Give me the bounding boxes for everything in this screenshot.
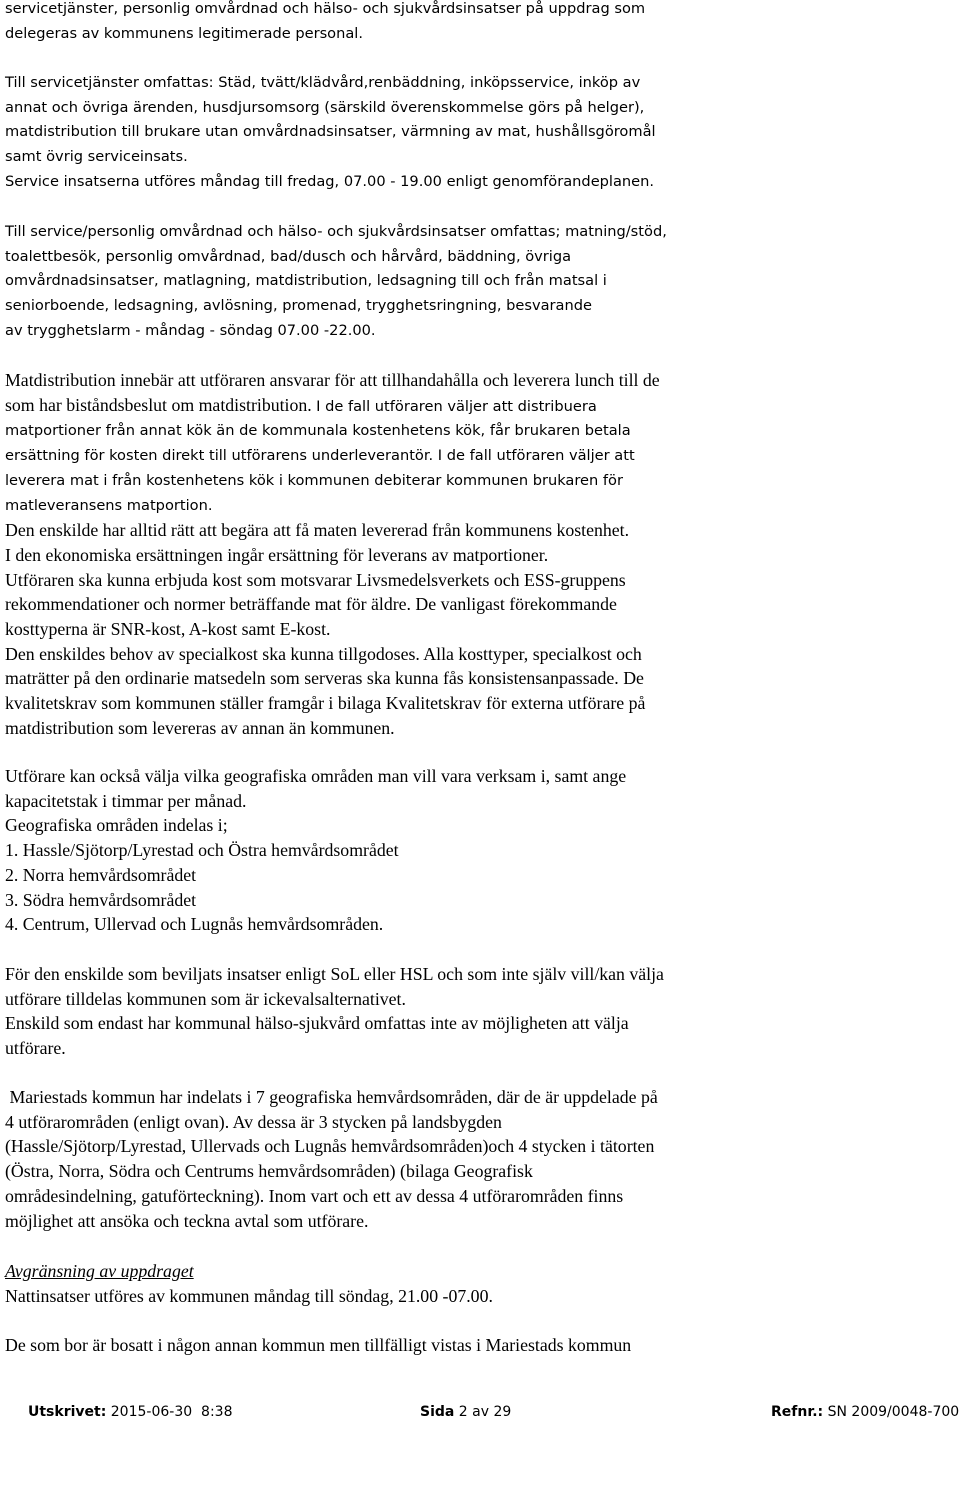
text-line: Service insatserna utföres måndag till fredag, 07.00 - 19.00 enligt genomförandeplanen. — [5, 172, 655, 190]
text-line: möjlighet att ansöka och teckna avtal som utförare. — [5, 1210, 369, 1231]
text-line: leverera mat i från kostenhetens kök i kommunen debiterar kommunen brukaren för — [5, 471, 623, 489]
text-line: matdistribution som levereras av annan än kommunen. — [5, 717, 395, 738]
text-line: kapacitetstak i timmar per månad. — [5, 790, 247, 811]
text-segment: I de fall utföraren väljer att — [437, 447, 635, 465]
text-line: Till servicetjänster omfattas: Städ, tvätt/klädvård,renbäddning, inköpsservice, inköp av — [5, 74, 641, 91]
footer-ref-label: Refnr.: — [771, 1404, 824, 1420]
text-line: kvalitetskrav som kommunen ställer framgår i bilaga Kvalitetskrav för externa utförare på — [5, 693, 646, 714]
text-line: Enskild som endast har kommunal hälso-sjukvård omfattas inte av möjligheten att välja — [5, 1013, 629, 1034]
footer-page-value: 2 av 29 — [454, 1404, 512, 1420]
text-line: av trygghetslarm - måndag - söndag 07.00 -22.00. — [5, 321, 376, 339]
footer-reference — [771, 1404, 959, 1421]
text-line: (Hassle/Sjötorp/Lyrestad, Ullervads och Lugnås hemvårdsområden)och 4 stycken i tätorten — [5, 1136, 655, 1157]
footer-printed-value: 2015-06-30 8:38 — [106, 1404, 233, 1420]
paragraph-hemvardsomraden — [5, 1085, 955, 1233]
text-line: kosttyperna är SNR-kost, A-kost samt E-kost. — [5, 619, 331, 640]
paragraph-servicetjanster — [5, 71, 955, 195]
text-line: Utförare kan också välja vilka geografiska områden man vill vara verksam i, samt ange — [5, 766, 627, 786]
paragraph-geografiska-omraden — [5, 764, 955, 937]
footer-ref-value: SN 2009/0048-700 — [823, 1404, 960, 1420]
text-line: utförare tilldelas kommunen som är ickevalsalternativet. — [5, 988, 406, 1009]
text-line: De som bor är bosatt i någon annan kommun men tillfälligt vistas i Mariestads kommun — [5, 1335, 632, 1355]
text-line: servicetjänster, personlig omvårdnad och hälso- och sjukvårdsinsatser på uppdrag som — [5, 0, 646, 17]
text-line — [5, 393, 955, 420]
text-line: (Östra, Norra, Södra och Centrums hemvårdsområden) (bilaga Geografisk — [5, 1161, 533, 1182]
list-item: 1. Hassle/Sjötorp/Lyrestad och Östra hemvårdsområdet — [5, 840, 399, 861]
text-line: 4 utförarområden (enligt ovan). Av dessa är 3 stycken på landsbygden — [5, 1111, 502, 1132]
text-line: delegeras av kommunens legitimerade personal. — [5, 24, 363, 42]
text-line: Utföraren ska kunna erbjuda kost som motsvarar Livsmedelsverkets och ESS-gruppens — [5, 569, 626, 590]
text-segment: som har biståndsbeslut om matdistribution. — [5, 394, 317, 415]
text-line: matportioner från annat kök än de kommunala kostenhetens kök, får brukaren betala — [5, 422, 631, 440]
text-line: För den enskilde som beviljats insatser enligt SoL eller HSL och som inte själv vill/kan välja — [5, 964, 664, 984]
paragraph-tillfalligt-vistas — [5, 1333, 955, 1358]
footer-printed — [28, 1404, 232, 1421]
text-segment: ersättning för kosten direkt till utförarens underleverantör. — [5, 447, 438, 465]
text-line: utförare. — [5, 1038, 66, 1059]
text-line: annat och övriga ärenden, husdjursomsorg (särskild överenskommelse görs på helger), — [5, 98, 645, 116]
text-line: Den enskilde har alltid rätt att begära att få maten levererad från kommunens kostenhet. — [5, 520, 630, 541]
paragraph-intro-continuation — [5, 0, 955, 46]
paragraph-avgransning — [5, 1259, 955, 1308]
text-line: Till service/personlig omvårdnad och hälso- och sjukvårdsinsatser omfattas; matning/stöd, — [5, 223, 667, 240]
paragraph-ickevalsalternativ — [5, 962, 955, 1061]
text-line: seniorboende, ledsagning, avlösning, promenad, trygghetsringning, besvarande — [5, 297, 592, 315]
paragraph-matdistribution — [5, 368, 955, 741]
list-item: 4. Centrum, Ullervad och Lugnås hemvårdsområden. — [5, 914, 384, 935]
page-footer — [0, 1404, 960, 1421]
text-line: Den enskildes behov av specialkost ska kunna tillgodoses. Alla kosttyper, specialkost och — [5, 643, 642, 664]
text-line — [5, 444, 955, 469]
text-line: rekommendationer och normer beträffande mat för äldre. De vanligast förekommande — [5, 594, 617, 615]
text-line: Nattinsatser utföres av kommunen måndag till söndag, 21.00 -07.00. — [5, 1285, 493, 1306]
text-line: Matdistribution innebär att utföraren ansvarar för att tillhandahålla och leverera lunch till de — [5, 370, 660, 390]
text-line: omvårdnadsinsatser, matlagning, matdistribution, ledsagning till och från matsal i — [5, 272, 607, 290]
footer-page-number — [420, 1404, 511, 1421]
text-line: områdesindelning, gatuförteckning). Inom vart och ett av dessa 4 utförarområden finns — [5, 1185, 624, 1206]
list-item: 3. Södra hemvårdsområdet — [5, 889, 197, 910]
footer-printed-label: Utskrivet: — [28, 1404, 107, 1420]
text-line: I den ekonomiska ersättningen ingår ersättning för leverans av matportioner. — [5, 544, 549, 565]
text-line: Geografiska områden indelas i; — [5, 815, 228, 836]
section-heading: Avgränsning av uppdraget — [5, 1261, 194, 1281]
text-line: samt övrig serviceinsats. — [5, 148, 188, 166]
text-line: Mariestads kommun har indelats i 7 geografiska hemvårdsområden, där de är uppdelade på — [5, 1087, 658, 1107]
text-line: maträtter på den ordinarie matsedeln som serveras ska kunna fås konsistensanpassade. De — [5, 668, 644, 689]
footer-page-label: Sida — [420, 1404, 455, 1420]
list-item: 2. Norra hemvårdsområdet — [5, 864, 197, 885]
text-line: toalettbesök, personlig omvårdnad, bad/dusch och hårvård, bäddning, övriga — [5, 247, 572, 265]
paragraph-personlig-omvardnad — [5, 220, 955, 344]
text-line: matdistribution till brukare utan omvårdnadsinsatser, värmning av mat, hushållsgöromål — [5, 123, 656, 141]
text-segment: I de fall utföraren väljer att distribuera — [316, 397, 597, 415]
text-line: matleveransens matportion. — [5, 496, 213, 514]
